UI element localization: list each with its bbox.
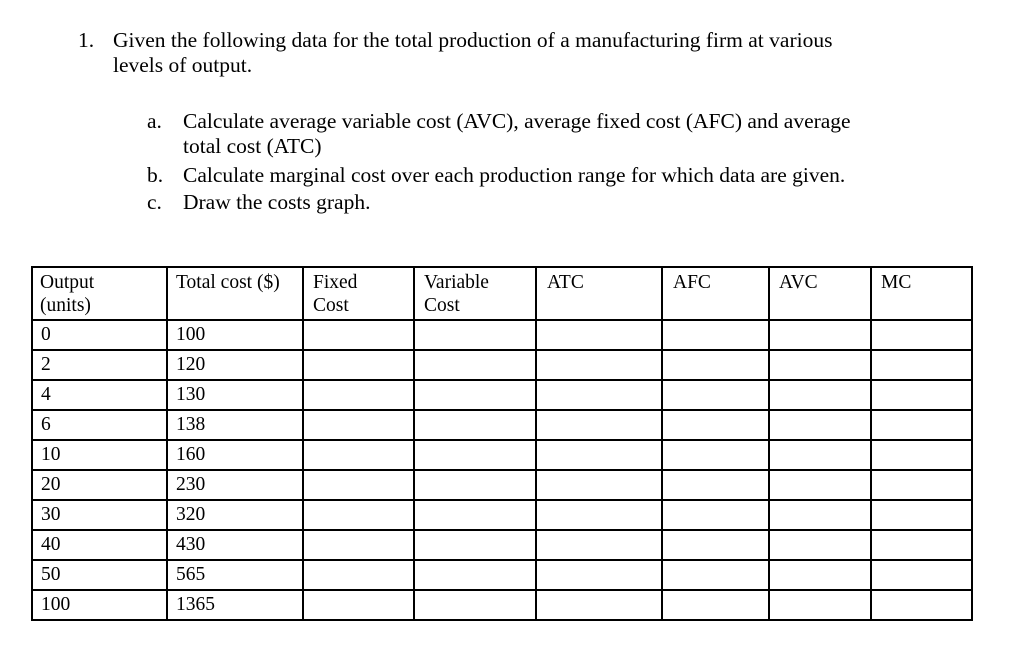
subquestion-a-line-1: Calculate average variable cost (AVC), average fixed cost (AFC) and average	[183, 109, 851, 133]
table-row-divider	[31, 409, 973, 411]
header-output: Output (units)	[40, 272, 95, 316]
subquestion-b-letter: b.	[147, 163, 164, 187]
output-cell: 0	[41, 324, 51, 345]
output-cell: 10	[41, 444, 61, 465]
header-fixed-cost: Fixed Cost	[313, 272, 358, 316]
output-cell: 100	[41, 594, 71, 615]
table-row-divider	[31, 499, 973, 501]
total-cost-cell: 230	[176, 474, 206, 495]
table-column-divider	[768, 266, 770, 621]
subquestion-a-text	[183, 109, 963, 159]
table-border-top	[31, 266, 973, 268]
question-line-1: Given the following data for the total production of a manufacturing firm at various	[113, 28, 833, 52]
table-border-bottom	[31, 619, 973, 621]
total-cost-cell: 160	[176, 444, 206, 465]
output-cell: 40	[41, 534, 61, 555]
header-avc: AVC	[779, 272, 818, 293]
table-border-right	[971, 266, 973, 621]
table-row-divider	[31, 349, 973, 351]
header-mc: MC	[881, 272, 912, 293]
table-column-divider	[413, 266, 415, 621]
table-border-left	[31, 266, 33, 621]
table-row-divider	[31, 559, 973, 561]
header-variable-cost: Variable Cost	[424, 272, 489, 316]
total-cost-cell: 100	[176, 324, 206, 345]
total-cost-cell: 120	[176, 354, 206, 375]
table-row-divider	[31, 529, 973, 531]
subquestion-a-line-2: total cost (ATC)	[183, 134, 322, 158]
total-cost-cell: 130	[176, 384, 206, 405]
total-cost-cell: 565	[176, 564, 206, 585]
subquestion-a-letter: a.	[147, 109, 162, 133]
table-column-divider	[661, 266, 663, 621]
header-afc: AFC	[673, 272, 711, 293]
table-column-divider	[166, 266, 168, 621]
output-cell: 30	[41, 504, 61, 525]
table-row-divider	[31, 589, 973, 591]
table-column-divider	[302, 266, 304, 621]
table-row-divider	[31, 379, 973, 381]
question-text	[113, 28, 923, 78]
subquestion-b-text: Calculate marginal cost over each production range for which data are given.	[183, 163, 846, 187]
table-header-divider	[31, 319, 973, 321]
question-line-2: levels of output.	[113, 53, 253, 77]
total-cost-cell: 430	[176, 534, 206, 555]
output-cell: 4	[41, 384, 51, 405]
output-cell: 20	[41, 474, 61, 495]
output-cell: 2	[41, 354, 51, 375]
question-number: 1.	[78, 28, 95, 52]
table-row-divider	[31, 469, 973, 471]
output-cell: 50	[41, 564, 61, 585]
total-cost-cell: 138	[176, 414, 206, 435]
header-total-cost: Total cost ($)	[176, 272, 280, 293]
output-cell: 6	[41, 414, 51, 435]
header-atc: ATC	[547, 272, 584, 293]
total-cost-cell: 320	[176, 504, 206, 525]
subquestion-c-letter: c.	[147, 190, 162, 214]
table-row-divider	[31, 439, 973, 441]
table-column-divider	[870, 266, 872, 621]
subquestion-c-text: Draw the costs graph.	[183, 190, 371, 214]
table-column-divider	[535, 266, 537, 621]
total-cost-cell: 1365	[176, 594, 215, 615]
